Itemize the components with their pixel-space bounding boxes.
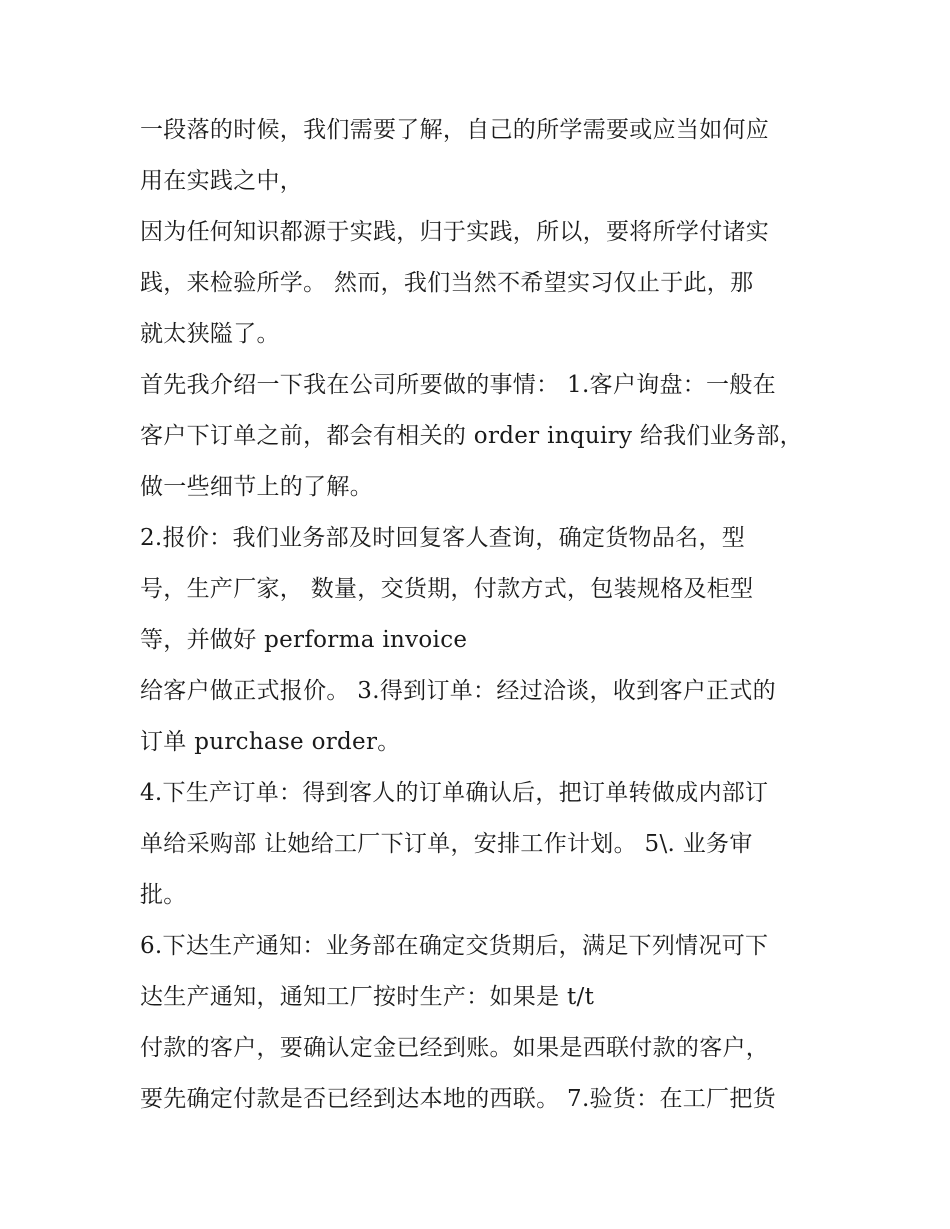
text-line: 首先我介绍一下我在公司所要做的事情： 1.客户询盘：一般在 <box>140 372 776 398</box>
document-body <box>140 105 820 1125</box>
text-line: 单给采购部 让她给工厂下订单，安排工作计划。 5\. 业务审 <box>140 831 753 857</box>
text-line: 达生产通知，通知工厂按时生产：如果是 t/t <box>140 984 595 1010</box>
text-line: 要先确定付款是否已经到达本地的西联。 7.验货：在工厂把货 <box>140 1086 776 1112</box>
text-line: 2.报价：我们业务部及时回复客人查询，确定货物品名，型 <box>140 525 746 551</box>
text-line: 因为任何知识都源于实践，归于实践，所以，要将所学付诸实 <box>140 219 770 245</box>
text-line: 客户下订单之前，都会有相关的 order inquiry 给我们业务部， <box>140 423 803 449</box>
text-line: 做一些细节上的了解。 <box>140 474 373 500</box>
text-line: 6.下达生产通知：业务部在确定交货期后，满足下列情况可下 <box>140 933 769 959</box>
text-line: 4.下生产订单：得到客人的订单确认后，把订单转做成内部订 <box>140 780 769 806</box>
text-line: 批。 <box>140 882 187 908</box>
text-line: 给客户做正式报价。 3.得到订单：经过洽谈，收到客户正式的 <box>140 678 776 704</box>
text-line: 等，并做好 performa invoice <box>140 627 468 653</box>
text-line: 付款的客户，要确认定金已经到账。如果是西联付款的客户， <box>140 1035 770 1061</box>
text-line: 号，生产厂家， 数量，交货期，付款方式，包装规格及柜型 <box>140 576 754 602</box>
text-line: 践，来检验所学。 然而，我们当然不希望实习仅止于此，那 <box>140 270 754 296</box>
text-line: 就太狭隘了。 <box>140 321 280 347</box>
text-line: 用在实践之中， <box>140 168 304 194</box>
text-line: 一段落的时候，我们需要了解，自己的所学需要或应当如何应 <box>140 117 770 143</box>
text-line: 订单 purchase order。 <box>140 729 401 755</box>
